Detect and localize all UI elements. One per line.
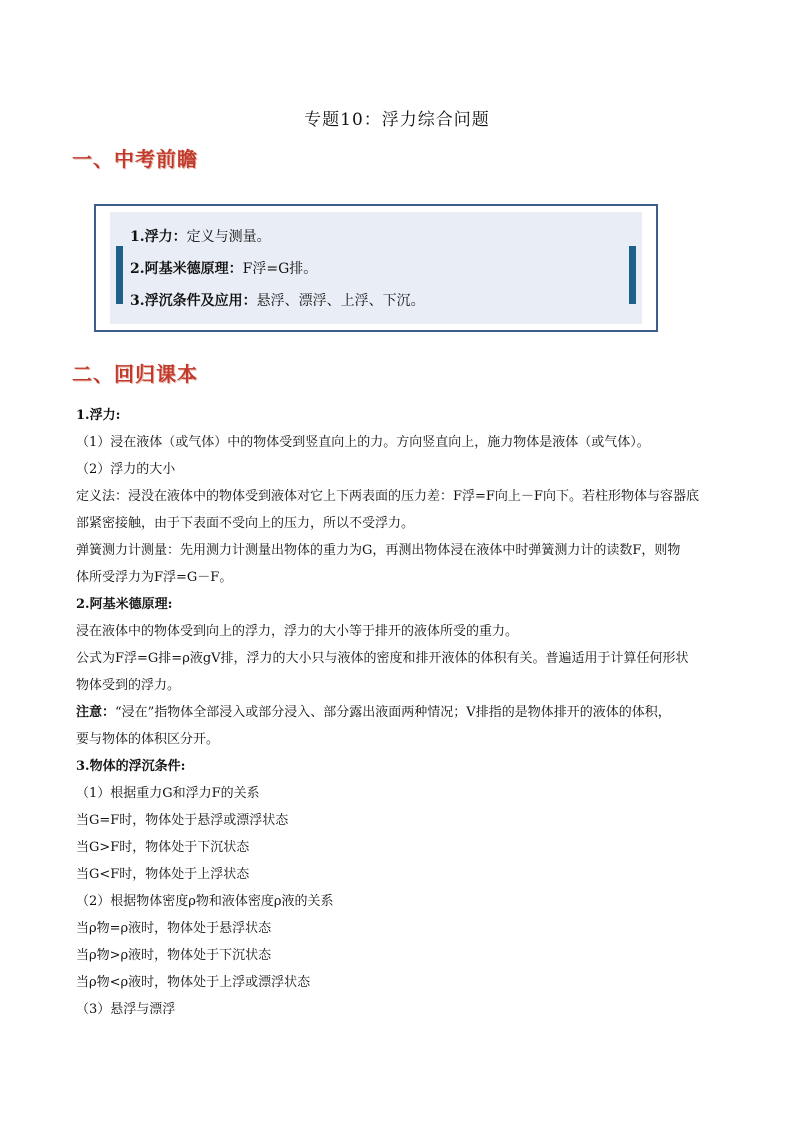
paragraph: 当G<F时，物体处于上浮状态 [76,867,250,882]
paragraph: 当ρ物>ρ液时，物体处于下沉状态 [76,948,272,963]
summary-line-1: 1.浮力：定义与测量。 [130,229,271,245]
paragraph: 物体受到的浮力。 [76,678,181,693]
body-content [76,402,726,1023]
paragraph: 当ρ物<ρ液时，物体处于上浮或漂浮状态 [76,975,311,990]
paragraph: （1）根据重力G和浮力F的关系 [76,786,260,801]
paragraph: （2）根据物体密度ρ物和液体密度ρ液的关系 [76,894,334,909]
paragraph: （3）悬浮与漂浮 [76,1002,176,1017]
summary-box [94,204,658,332]
paragraph: 当G=F时，物体处于悬浮或漂浮状态 [76,813,289,828]
paragraph: 当ρ物=ρ液时，物体处于悬浮状态 [76,921,272,936]
summary-box-inner [110,212,642,324]
heading-float-sink: 3.物体的浮沉条件: [76,759,186,774]
paragraph: 浸在液体中的物体受到向上的浮力，浮力的大小等于排开的液体所受的重力。 [76,624,519,639]
page-title: 专题10：浮力综合问题 [304,110,490,130]
heading-archimedes: 2.阿基米德原理: [76,597,173,612]
paragraph: 定义法：浸没在液体中的物体受到液体对它上下两表面的压力差：F浮=F向上－F向下。若柱形物体与容器底 [76,489,699,504]
paragraph: 当G>F时，物体处于下沉状态 [76,840,250,855]
accent-bar-right [629,246,636,304]
accent-bar-left [116,246,123,304]
summary-line-2: 2.阿基米德原理：F浮=G排。 [130,261,318,277]
paragraph: （1）浸在液体（或气体）中的物体受到竖直向上的力。方向竖直向上，施力物体是液体（或气体）。 [76,435,650,450]
section-heading-preview: 一、中考前瞻 [72,147,198,171]
paragraph: （2）浮力的大小 [76,462,176,477]
paragraph-note: 注意：“浸在”指物体全部浸入或部分浸入、部分露出液面两种情况；V排指的是物体排开的液体的体积， [76,705,671,720]
paragraph: 公式为F浮=G排=ρ液gV排，浮力的大小只与液体的密度和排开液体的体积有关。普遍适用于计算任何形状 [76,651,689,666]
paragraph: 部紧密接触，由于下表面不受向上的压力，所以不受浮力。 [76,516,415,531]
paragraph: 体所受浮力为F浮=G－F。 [76,570,233,585]
paragraph: 弹簧测力计测量：先用测力计测量出物体的重力为G，再测出物体浸在液体中时弹簧测力计的读数F，则物 [76,543,681,558]
paragraph: 要与物体的体积区分开。 [76,732,220,747]
heading-buoyancy: 1.浮力: [76,408,121,423]
summary-line-3: 3.浮沉条件及应用：悬浮、漂浮、上浮、下沉。 [130,293,425,309]
section-heading-textbook: 二、回归课本 [72,362,198,386]
